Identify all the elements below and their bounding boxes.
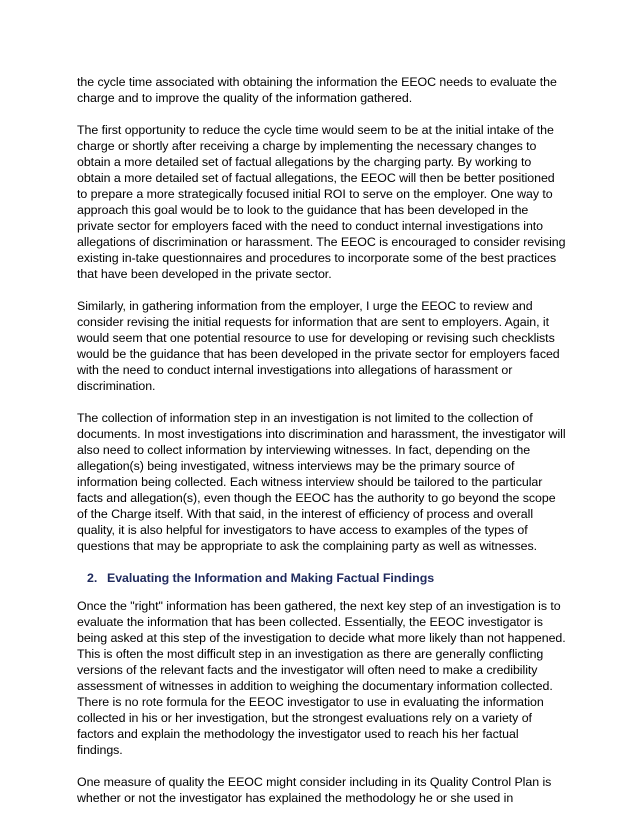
paragraph-cycle-time: the cycle time associated with obtaining the information the EEOC needs to evaluate the charge and to improve the quality of the information gathered. — [77, 75, 557, 105]
document-body — [77, 74, 567, 822]
section-number: 2. — [87, 571, 98, 585]
paragraph-witness-interviews: The collection of information step in an investigation is not limited to the collection of documents. In most investigations into discrimination and harassment, the investigator will also need to collect information by interviewing witnesses. In fact, depending on the allegation(s) being investigated, witness interviews may be the primary source of information being collected. Each witness interview should be tailored to the particular facts and allegation(s), even though the EEOC has the authority to go beyond the scope of the Charge itself. With that said, in the interest of efficiency of process and overall quality, it is also helpful for investigators to have access to examples of the types of questions that may be appropriate to ask the complaining party as well as witnesses. — [77, 411, 566, 553]
section-title: Evaluating the Information and Making Factual Findings — [107, 571, 435, 585]
paragraph-evaluate-information: Once the "right" information has been gathered, the next key step of an investigation is to evaluate the information that has been collected. Essentially, the EEOC investigator is being asked at this step of the investigation to decide what more likely than not happened. This is often the most difficult step in an investigation as there are generally conflicting versions of the relevant facts and the investigator will often need to make a credibility assessment of witnesses in addition to weighing the documentary information collected. There is no rote formula for the EEOC investigator to use in evaluating the information collected in his or her investigation, but the strongest evaluations rely on a variety of factors and explain the methodology the investigator used to reach his her factual findings. — [77, 599, 566, 757]
paragraph-employer-information: Similarly, in gathering information from the employer, I urge the EEOC to review and consider revising the initial requests for information that are sent to employers. Again, it would seem that one potential resource to use for developing or revising such checklists would be the guidance that has been developed in the private sector for employers faced with the need to conduct internal investigations into allegations of harassment or discrimination. — [77, 299, 560, 393]
section-heading — [87, 570, 567, 586]
paragraph-first-opportunity: The first opportunity to reduce the cycle time would seem to be at the initial intake of the charge or shortly after receiving a charge by implementing the necessary changes to obtain a more detailed set of factual allegations by the charging party. By working to obtain a more detailed set of factual allegations, the EEOC will then be better positioned to prepare a more strategically focused initial ROI to serve on the employer. One way to approach this goal would be to look to the guidance that has been developed in the private sector for employers faced with the need to conduct internal investigations into allegations of discrimination or harassment. The EEOC is encouraged to consider revising existing in-take questionnaires and procedures to incorporate some of the best practices that have been developed in the private sector. — [77, 123, 566, 281]
paragraph-quality-measure: One measure of quality the EEOC might consider including in its Quality Control Plan is whether or not the investigator has explained the methodology he or she used in — [77, 775, 552, 805]
